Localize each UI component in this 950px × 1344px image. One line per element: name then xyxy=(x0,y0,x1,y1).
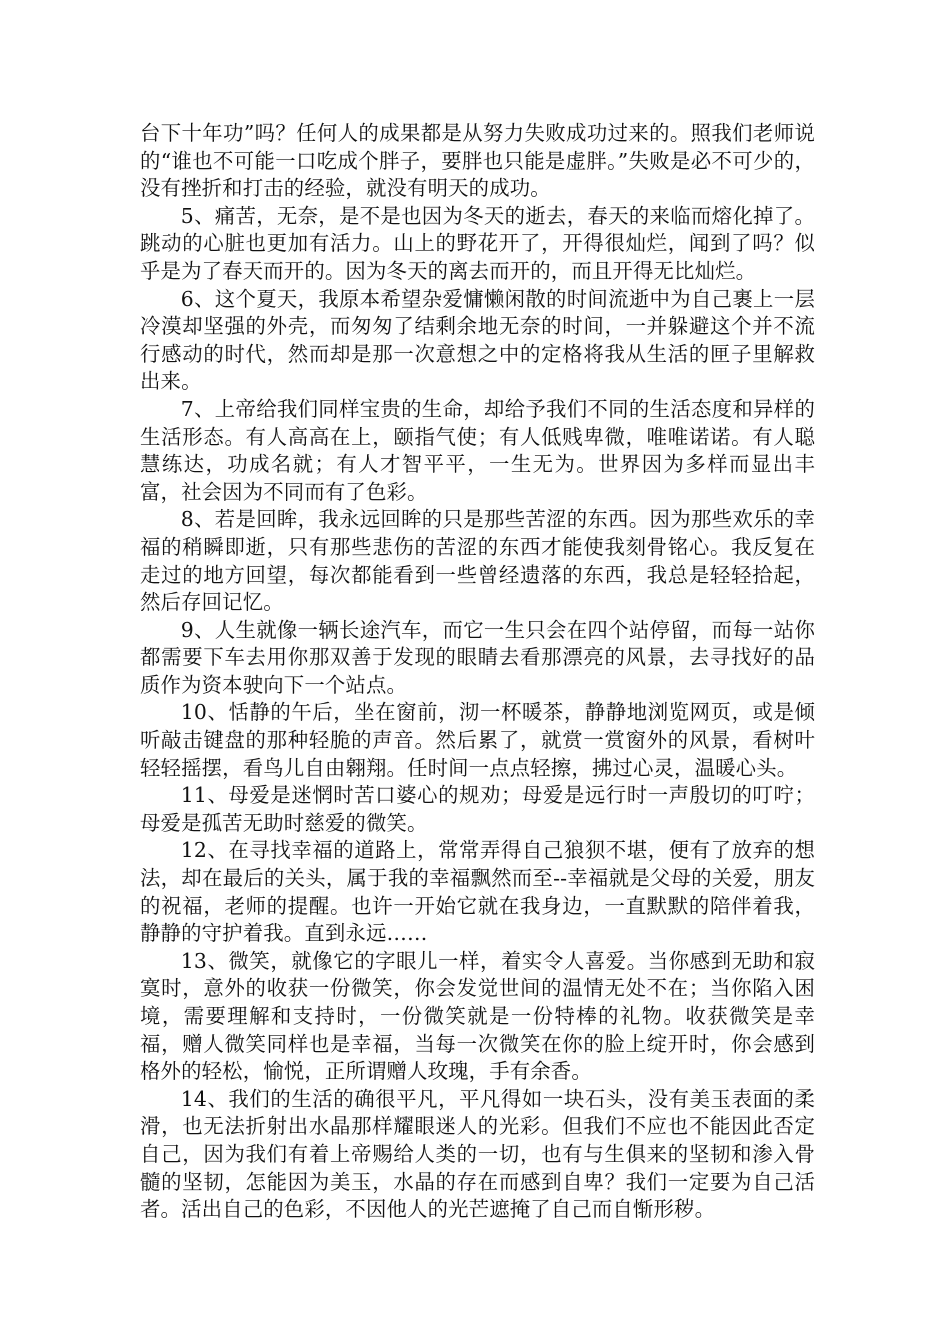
document-body xyxy=(140,120,815,1224)
paragraph-7: 7、上帝给我们同样宝贵的生命，却给予我们不同的生活态度和异样的生活形态。有人高高在上，颐指气使；有人低贱卑微，唯唯诺诺。有人聪慧练达，功成名就；有人才智平平，一生无为。世界因为多样而显出丰富，社会因为不同而有了色彩。 xyxy=(140,396,815,504)
paragraph-14: 14、我们的生活的确很平凡，平凡得如一块石头，没有美玉表面的柔滑，也无法折射出水晶那样耀眼迷人的光彩。但我们不应也不能因此否定自己，因为我们有着上帝赐给人类的一切，也有与生俱来的坚韧和渗入骨髓的坚韧，怎能因为美玉，水晶的存在而感到自卑？我们一定要为自己活者。活出自己的色彩，不因他人的光芒遮掩了自己而自惭形秽。 xyxy=(140,1086,815,1222)
paragraph-10: 10、恬静的午后，坐在窗前，沏一杯暖茶，静静地浏览网页，或是倾听敲击键盘的那种轻脆的声音。然后累了，就赏一赏窗外的风景，看树叶轻轻摇摆，看鸟儿自由翱翔。任时间一点点轻擦，拂过心灵，温暖心头。 xyxy=(140,700,815,780)
paragraph-13: 13、微笑，就像它的字眼儿一样，着实令人喜爱。当你感到无助和寂寞时，意外的收获一份微笑，你会发觉世间的温情无处不在；当你陷入困境，需要理解和支持时，一份微笑就是一份特棒的礼物。收获微笑是幸福，赠人微笑同样也是幸福，当每一次微笑在你的脸上绽开时，你会感到格外的轻松，愉悦，正所谓赠人玫瑰，手有余香。 xyxy=(140,948,815,1084)
paragraph-5: 5、痛苦，无奈，是不是也因为冬天的逝去，春天的来临而熔化掉了。跳动的心脏也更加有活力。山上的野花开了，开得很灿烂，闻到了吗？似乎是为了春天而开的。因为冬天的离去而开的，而且开得无比灿烂。 xyxy=(140,203,815,283)
paragraph-11: 11、母爱是迷惘时苦口婆心的规劝；母爱是远行时一声殷切的叮咛；母爱是孤苦无助时慈爱的微笑。 xyxy=(140,783,815,835)
paragraph-6: 6、这个夏天，我原本希望杂爱慵懒闲散的时间流逝中为自己裹上一层冷漠却坚强的外壳，而匆匆了结剩余地无奈的时间，一并躲避这个并不流行感动的时代，然而却是那一次意想之中的定格将我从生活的匣子里解救出来。 xyxy=(140,286,815,394)
paragraph-12: 12、在寻找幸福的道路上，常常弄得自己狼狈不堪，便有了放弃的想法，却在最后的关头，属于我的幸福飘然而至--幸福就是父母的关爱，朋友的祝福，老师的提醒。也许一开始它就在我身边，一直默默的陪伴着我，静静的守护着我。直到永远…… xyxy=(140,838,815,946)
paragraph-continuation: 台下十年功”吗？任何人的成果都是从努力失败成功过来的。照我们老师说的“谁也不可能一口吃成个胖子，要胖也只能是虚胖。”失败是必不可少的，没有挫折和打击的经验，就没有明天的成功。 xyxy=(140,121,815,201)
paragraph-8: 8、若是回眸，我永远回眸的只是那些苦涩的东西。因为那些欢乐的幸福的稍瞬即逝，只有那些悲伤的苦涩的东西才能使我刻骨铭心。我反复在走过的地方回望，每次都能看到一些曾经遗落的东西，我总是轻轻拾起，然后存回记忆。 xyxy=(140,507,815,615)
paragraph-9: 9、人生就像一辆长途汽车，而它一生只会在四个站停留，而每一站你都需要下车去用你那双善于发现的眼睛去看那漂亮的风景，去寻找好的品质作为资本驶向下一个站点。 xyxy=(140,617,815,697)
